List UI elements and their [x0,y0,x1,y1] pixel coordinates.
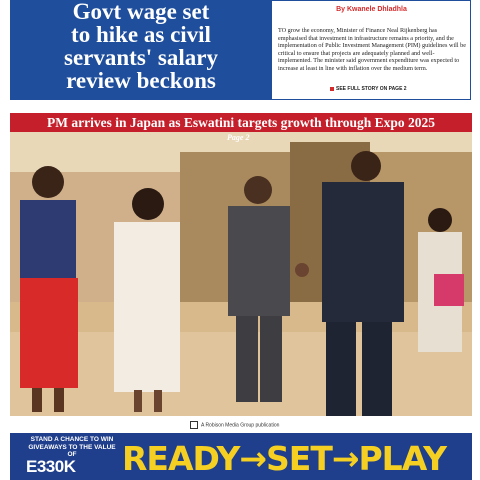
page-reference: Page 2 [227,133,250,142]
feature-photo[interactable] [10,132,472,416]
ad-slogan: READY→SET→PLAY [122,439,446,478]
byline: By Kwanele Dhladhla [336,6,407,13]
headline-line: to hike as civil [71,22,211,47]
main-headline[interactable] [10,0,272,100]
see-full-story-link[interactable] [330,86,407,92]
ad-giveaway-text: STAND A CHANCE TO WIN GIVEAWAYS TO THE VALUE OF [28,436,116,458]
photo-illustration [10,132,472,416]
robison-logo-icon [190,421,198,429]
ad-amount: E330K [26,457,76,476]
story-body: TO grow the economy, Minister of Finance Neal Rijkenberg has emphasised that investment in infrastructure remains a priority, and the implementation of Public Investment Management (PIM) guidelines will be critical to ensure that projects are adequately planned and well-implemented. The minister said government expenditure was expected to increase at least in line with inflation over the medium term. [278,27,466,72]
headline-line: review beckons [66,68,216,93]
square-bullet-icon [330,87,334,91]
see-full-label: SEE FULL STORY ON PAGE 2 [336,86,407,92]
headline-line: Govt wage set [72,0,210,24]
credit-text: A Robison Media Group publication [201,422,280,429]
feature-title[interactable]: PM arrives in Japan as Eswatini targets growth through Expo 2025 [46,115,436,130]
headline-line: servants' salary [64,45,218,70]
publication-credit [190,421,279,429]
